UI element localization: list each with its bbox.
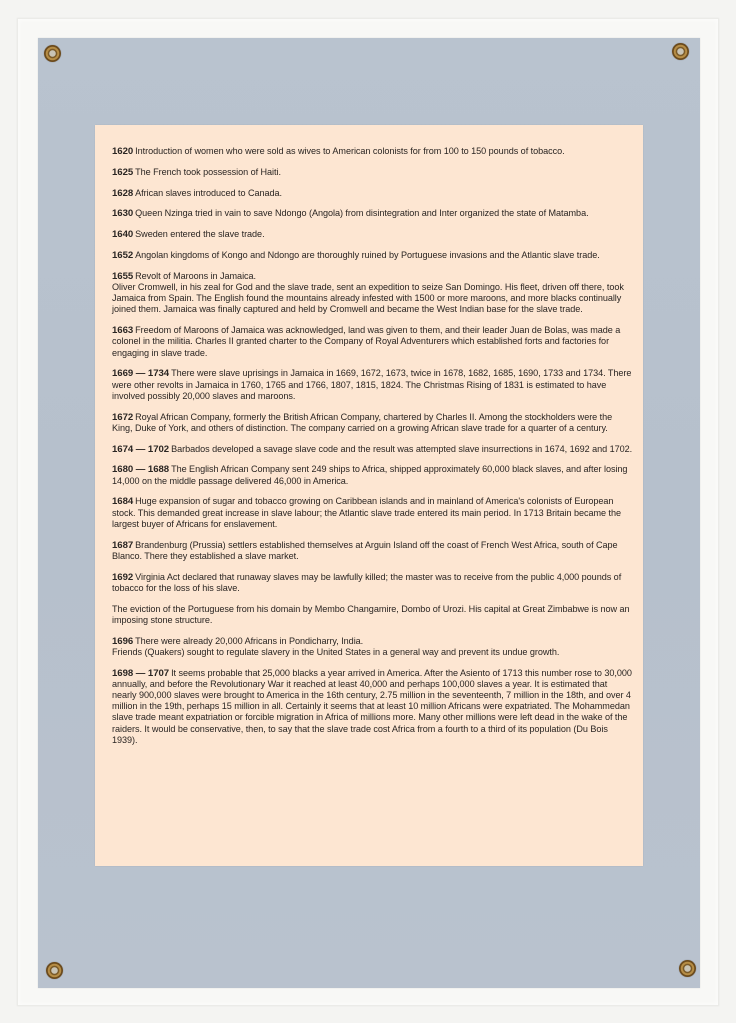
timeline-entry: [112, 496, 633, 530]
entry-year: 1630: [112, 208, 134, 220]
entry-paragraph: [112, 668, 633, 746]
entry-text: Introduction of women who were sold as wives to American colonists for from 100 to 150 pounds of tobacco.: [135, 146, 565, 156]
entry-paragraph: [112, 604, 633, 626]
entry-year: 1687: [112, 539, 134, 551]
timeline-entry: [112, 412, 633, 434]
timeline-entry: [112, 271, 633, 316]
entry-paragraph: [112, 368, 633, 402]
entry-text: The English African Company sent 249 ships to Africa, shipped approximately 60,000 black slaves, and after losing 14,000 on the middle passage delivered 46,000 in America.: [112, 464, 628, 486]
entry-text: The French took possession of Haiti.: [135, 166, 281, 177]
timeline-entry: [112, 668, 633, 746]
entry-year: 1663: [112, 325, 134, 337]
entry-year: 1625: [112, 166, 134, 178]
entry-year: 1698 — 1707: [112, 667, 170, 679]
timeline-entry: [112, 636, 633, 658]
entry-year: 1669 — 1734: [112, 368, 170, 380]
timeline-entry: [112, 572, 633, 594]
entry-paragraph: [112, 636, 633, 647]
entry-paragraph: [112, 208, 633, 219]
entry-year: 1674 — 1702: [112, 443, 170, 455]
entry-text: Huge expansion of sugar and tobacco growing on Caribbean islands and in mainland of America's colonists of European stock. This demanded great increase in slave labour; the Atlantic slave trade entered its main period. In 1713 Britain became the largest buyer of Africans for enslavement.: [112, 496, 621, 529]
entry-paragraph: [112, 188, 633, 199]
entry-text: Virginia Act declared that runaway slaves may be lawfully killed; the master was to receive from the public 4,000 pounds of tobacco for the loss of his slave.: [112, 571, 622, 593]
grommet-icon: [46, 962, 63, 979]
grommet-icon: [44, 45, 61, 62]
entry-text: African slaves introduced to Canada.: [135, 187, 282, 198]
entry-text: Queen Nzinga tried in vain to save Ndongo (Angola) from disintegration and Inter organized the state of Matamba.: [135, 208, 589, 219]
entry-paragraph: [112, 412, 633, 434]
entry-year: 1696: [112, 635, 134, 647]
timeline-entry: [112, 325, 633, 359]
timeline-entry: [112, 188, 633, 199]
entry-year: 1672: [112, 411, 134, 423]
entry-paragraph: [112, 572, 633, 594]
grommet-icon: [672, 43, 689, 60]
entry-text: Freedom of Maroons of Jamaica was acknowledged, land was given to them, and their leader Juan de Bolas, was made a colonel in the militia. Charles II granted charter to the Company of Royal Adventurers which established forts and factories for engaging in slave trade.: [112, 325, 621, 358]
entry-paragraph: [112, 271, 633, 282]
entry-paragraph: [112, 647, 633, 658]
entry-text: Royal African Company, formerly the British African Company, chartered by Charles II. Among the stockholders were the King, Duke of York, and others of distinction. The company carried on a growing African slave trade for a quarter of a century.: [112, 411, 613, 433]
timeline-entry: [112, 444, 633, 455]
entry-paragraph: [112, 250, 633, 261]
timeline-entry: [112, 167, 633, 178]
entry-paragraph: [112, 496, 633, 530]
entry-paragraph: [112, 229, 633, 240]
entry-paragraph: [112, 325, 633, 359]
entry-year: 1680 — 1688: [112, 464, 170, 476]
entry-text: Brandenburg (Prussia) settlers established themselves at Arguin Island off the coast of French West Africa, south of Cape Blanco. There they established a slave market.: [112, 539, 618, 561]
entry-text: There were already 20,000 Africans in Pondicharry, India.: [135, 635, 364, 646]
entry-paragraph: [112, 444, 633, 455]
entry-paragraph: [112, 167, 633, 178]
grommet-icon: [679, 960, 696, 977]
timeline-entry: [112, 604, 633, 626]
entry-text: Angolan kingdoms of Kongo and Ndongo are thoroughly ruined by Portuguese invasions and the Atlantic slave trade.: [135, 249, 600, 260]
entry-text: There were slave uprisings in Jamaica in 1669, 1672, 1673, twice in 1678, 1682, 1685, 1690, 1733 and 1734. There were other revolts in Jamaica in 1760, 1765 and 1766, 1807, 1815, 1824. The Christmas Rising of 1831 is estimated to have involved possibly 20,000 slaves and maroons.: [112, 368, 632, 401]
entry-text: Sweden entered the slave trade.: [135, 229, 265, 240]
entry-text: Oliver Cromwell, in his zeal for God and the slave trade, sent an expedition to seize San Domingo. His fleet, driven off there, took Jamaica from Spain. The English found the mountains already infested with 1500 or more maroons, and more blacks continually joined them. Jamaica was finally captured and held by Cromwell and became the West Indian base for the slave trade.: [112, 281, 624, 315]
timeline-entry: [112, 250, 633, 261]
entry-year: 1640: [112, 229, 134, 241]
timeline-entry: [112, 368, 633, 402]
timeline-panel: [95, 125, 643, 866]
timeline-entry: [112, 208, 633, 219]
entry-paragraph: [112, 464, 633, 486]
entry-year: 1620: [112, 146, 134, 157]
entry-year: 1692: [112, 571, 134, 583]
timeline-entries: [112, 146, 633, 746]
entry-paragraph: [112, 146, 633, 157]
timeline-entry: [112, 464, 633, 486]
entry-paragraph: [112, 540, 633, 562]
timeline-entry: [112, 146, 633, 157]
entry-text: It seems probable that 25,000 blacks a year arrived in America. After the Asiento of 1713 this number rose to 30,000 annually, and before the Revolutionary War it reached at least 40,000 and perhaps 100,000 slaves a year. It is estimated that nearly 900,000 slaves were brought to America in the 16th century, 2.75 million in the seventeenth, 7 million in the 18th, and over 4 million in the 19th, perhaps 15 million in all. Certainly it seems that at least 10 million Africans were expatriated. The Mohammedan slave trade meant expatriation or forcible migration in Africa of millions more. Many other millions were left dead in the wake of the raiders. It would be conservative, then, to say that the slave trade cost Africa from a fourth to a third of its population (Du Bois 1939).: [112, 667, 632, 745]
entry-text: The eviction of the Portuguese from his domain by Membo Changamire, Dombo of Urozi. His capital at Great Zimbabwe is now an imposing stone structure.: [112, 603, 630, 625]
entry-year: 1628: [112, 187, 134, 199]
entry-year: 1655: [112, 270, 134, 282]
entry-year: 1652: [112, 249, 134, 261]
entry-text: Barbados developed a savage slave code and the result was attempted slave insurrections in 1674, 1692 and 1702.: [171, 443, 633, 454]
entry-year: 1684: [112, 496, 134, 508]
timeline-entry: [112, 229, 633, 240]
entry-paragraph: [112, 282, 633, 316]
entry-text: Friends (Quakers) sought to regulate slavery in the United States in a general way and prevent its undue growth.: [112, 646, 560, 657]
timeline-entry: [112, 540, 633, 562]
entry-text: Revolt of Maroons in Jamaica.: [135, 270, 257, 281]
